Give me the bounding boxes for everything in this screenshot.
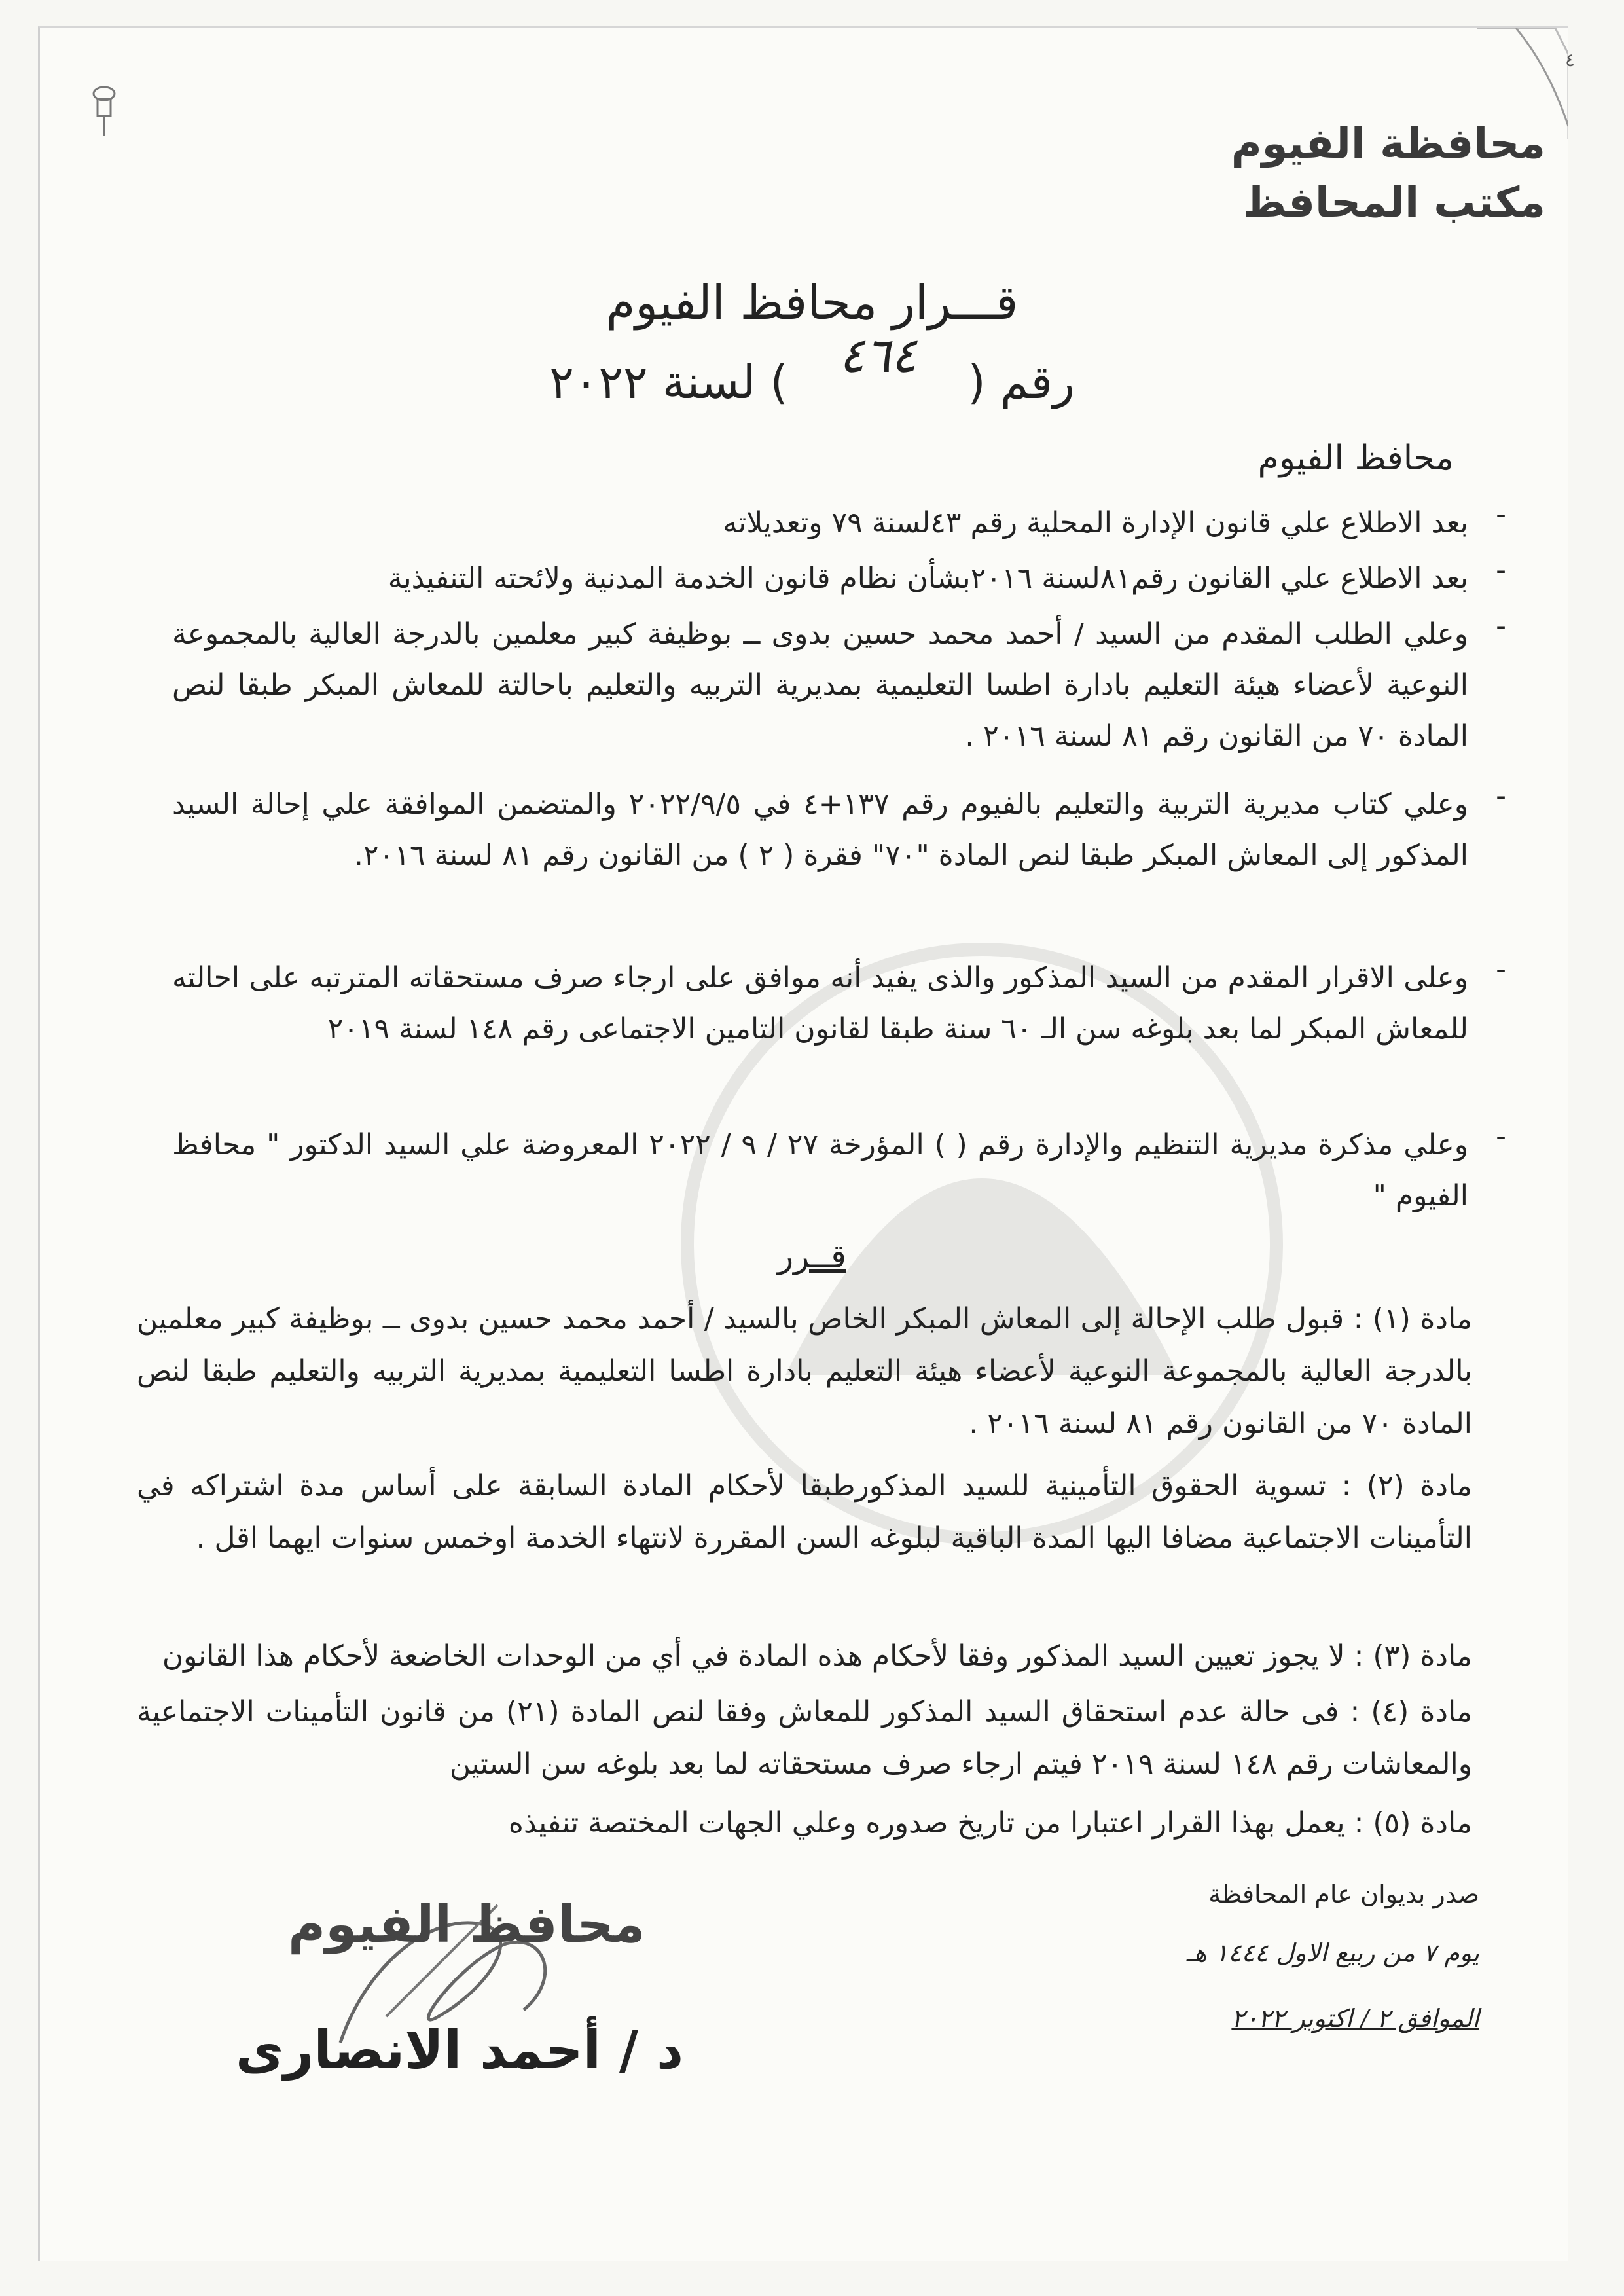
issuance-block <box>1021 1872 1479 2040</box>
article-label: مادة (١) : <box>1353 1302 1472 1336</box>
decision-number <box>0 327 1624 410</box>
preamble-text: بعد الاطلاع علي القانون رقم٨١لسنة ٢٠١٦بشأن نظام قانون الخدمة المدنية ولائحته التنفيذية <box>388 562 1468 595</box>
decision-number-handwritten: ٤٦٤ <box>839 327 917 384</box>
article-text: قبول طلب الإحالة إلى المعاش المبكر الخاص بالسيد / أحمد محمد حسين بدوى ــ بوظيفة كبير معلمين بالدرجة العالية بالمجموعة النوعية لأعضاء هيئة التعليم بادارة اطسا التعليمية بمديرية التربيه والتعليم طبقا لنص المادة ٧٠ من القانون رقم ٨١ لسنة ٢٠١٦ . <box>137 1302 1472 1440</box>
decision-number-suffix: ) لسنة ٢٠٢٢ <box>549 355 788 409</box>
article-label: مادة (٣) : <box>1354 1639 1472 1673</box>
issuer-heading: محافظ الفيوم <box>1257 439 1454 478</box>
article-text: فى حالة عدم استحقاق السيد المذكور للمعاش وفقا لنص المادة (٢١) من قانون التأمينات الاجتماعية والمعاشات رقم ١٤٨ لسنة ٢٠١٩ فيتم ارجاء صرف مستحقاته لما بعد بلوغه سن الستين <box>137 1695 1472 1781</box>
letterhead <box>1231 115 1545 232</box>
corner-mark: ٤ <box>1564 49 1575 71</box>
article <box>137 1686 1472 1791</box>
bullet-dash: - <box>1496 953 1506 986</box>
signature-name: د / أحمد الانصارى <box>236 2020 684 2081</box>
preamble-text: وعلى الاقرار المقدم من السيد المذكور والذى يفيد أنه موافق على ارجاء صرف مستحقاته المترتبه على احالته للمعاش المبكر لما بعد بلوغه سن الـ ٦٠ سنة طبقا لقانون التامين الاجتماعى رقم ١٤٨ لسنة ٢٠١٩ <box>172 961 1468 1046</box>
preamble-item <box>172 953 1506 1055</box>
preamble-text: وعلي كتاب مديرية التربية والتعليم بالفيوم رقم ١٣٧+٤ في ٢٠٢٢/٩/٥ والمتضمن الموافقة علي إحالة السيد المذكور إلى المعاش المبكر طبقا لنص المادة "٧٠" فقرة ( ٢ ) من القانون رقم ٨١ لسنة ٢٠١٦. <box>172 788 1468 872</box>
article-text: يعمل بهذا القرار اعتبارا من تاريخ صدوره وعلي الجهات المختصة تنفيذه <box>508 1806 1345 1840</box>
preamble-item <box>172 1120 1506 1222</box>
bullet-dash: - <box>1496 609 1506 642</box>
preamble-text: وعلي الطلب المقدم من السيد / أحمد محمد حسين بدوى ــ بوظيفة كبير معلمين بالدرجة العالية بالمجموعة النوعية لأعضاء هيئة التعليم بادارة اطسا التعليمية بمديرية التربيه والتعليم باحالتة للمعاش المبكر طبقا لنص المادة ٧٠ من القانون رقم ٨١ لسنة ٢٠١٦ . <box>172 617 1468 753</box>
bullet-dash: - <box>1496 498 1506 531</box>
article <box>137 1460 1472 1565</box>
preamble-item <box>172 609 1506 762</box>
preamble-item <box>172 498 1506 549</box>
decides-heading: قــرر <box>778 1237 846 1275</box>
issuance-place: صدر بديوان عام المحافظة <box>1208 1880 1479 1908</box>
decision-number-prefix: رقم ( <box>967 355 1075 409</box>
issuance-hijri-date: يوم ٧ من ربيع الاول ١٤٤٤ هـ <box>1186 1939 1479 1967</box>
letterhead-office: مكتب المحافظ <box>1242 179 1545 227</box>
article-label: مادة (٢) : <box>1341 1469 1472 1503</box>
article-label: مادة (٤) : <box>1350 1695 1472 1728</box>
issuance-gregorian-date: الموافق ٢ / اكتوبر ٢٠٢٢ <box>1231 2004 1479 2033</box>
preamble-item <box>172 553 1506 604</box>
pin-icon <box>84 81 124 139</box>
letterhead-governorate: محافظة الفيوم <box>1231 120 1545 168</box>
preamble-item <box>172 779 1506 881</box>
article-label: مادة (٥) : <box>1354 1806 1472 1840</box>
article <box>137 1630 1472 1683</box>
article <box>137 1293 1472 1450</box>
preamble-text: وعلي مذكرة مديرية التنظيم والإدارة رقم ( ) المؤرخة ٢٧ / ٩ / ٢٠٢٢ المعروضة علي السيد الدكتور " محافظ الفيوم " <box>172 1128 1469 1212</box>
article-text: لا يجوز تعيين السيد المذكور وفقا لأحكام هذه المادة في أي من الوحدات الخاضعة لأحكام هذا القانون <box>162 1639 1345 1673</box>
article-text: تسوية الحقوق التأمينية للسيد المذكورطبقا لأحكام المادة السابقة على أساس مدة اشتراكه في التأمينات الاجتماعية مضافا اليها المدة الباقية لبلوغه السن المقررة لانتهاء الخدمة اوخمس سنوات ايهما اقل . <box>137 1469 1472 1555</box>
preamble-text: بعد الاطلاع علي قانون الإدارة المحلية رقم ٤٣لسنة ٧٩ وتعديلاته <box>723 506 1468 539</box>
document-title: قـــرار محافظ الفيوم <box>605 275 1019 330</box>
bullet-dash: - <box>1496 779 1506 812</box>
bullet-dash: - <box>1496 1120 1506 1153</box>
signature-title: محافظ الفيوم <box>288 1895 645 1954</box>
bullet-dash: - <box>1496 553 1506 587</box>
article <box>137 1797 1472 1850</box>
